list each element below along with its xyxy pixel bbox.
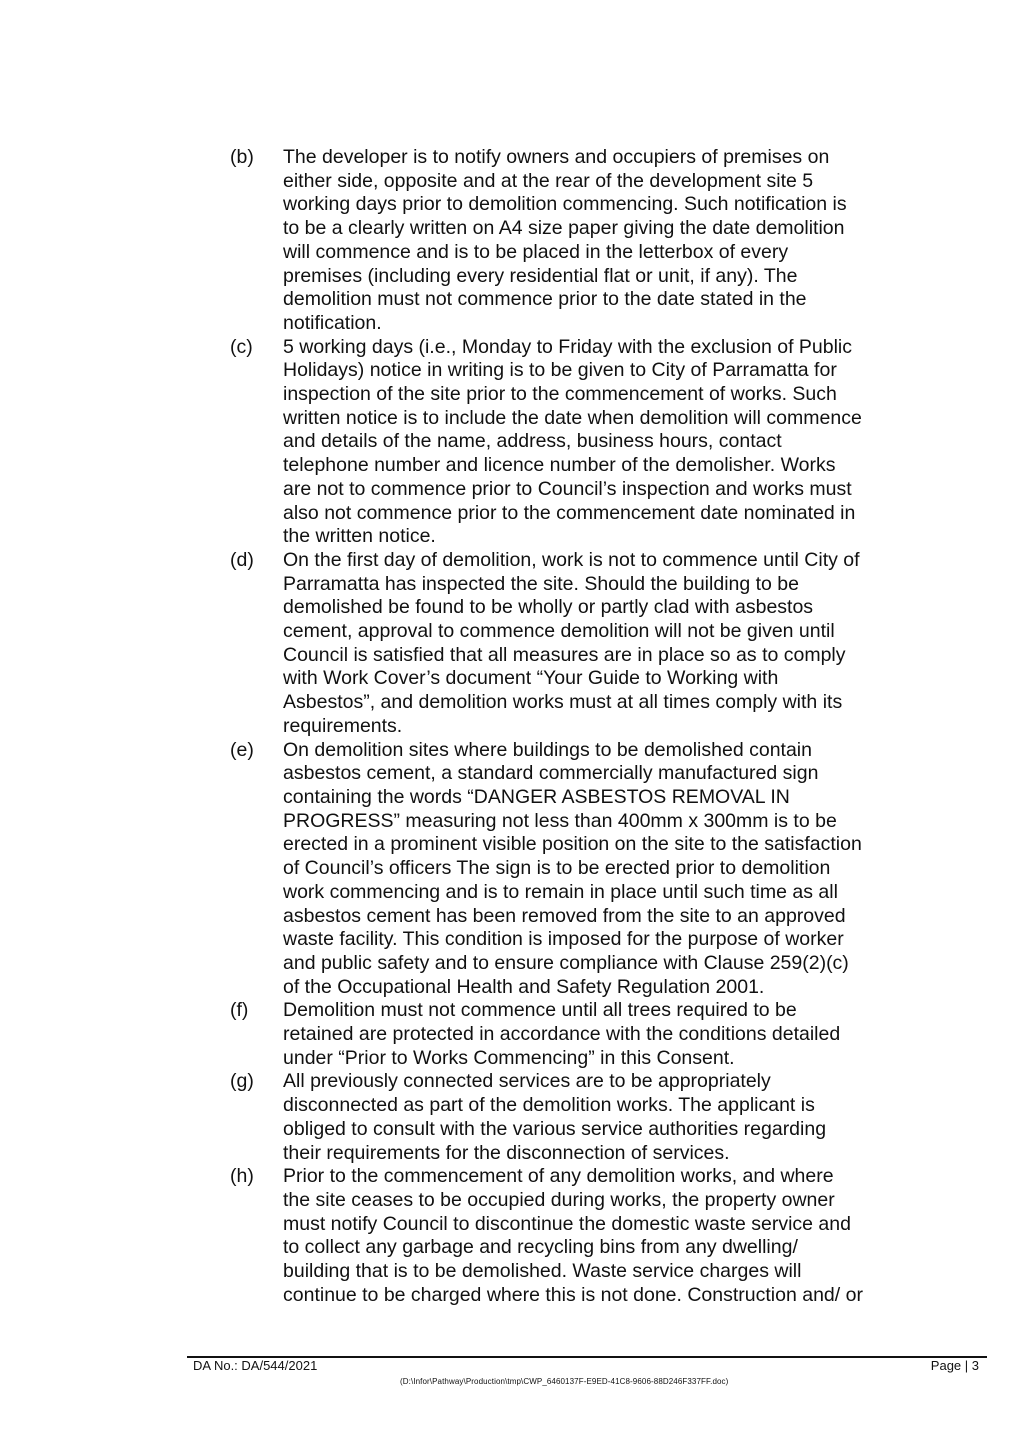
condition-text: Demolition must not commence until all trees required to be retained are protected in accordance with the conditions detailed under “Prior to Works Commencing” in this Consent. [283,999,841,1069]
condition-label: (h) [230,1165,254,1188]
condition-item-d [230,549,910,739]
condition-item-b [230,146,910,336]
condition-item-c [230,336,910,549]
condition-label: (c) [230,335,253,358]
condition-item-h [230,1165,910,1307]
condition-label: (g) [230,1070,254,1093]
condition-label: (b) [230,146,254,168]
footer-file-path: (D:\Infor\Pathway\Production\tmp\CWP_6460137F-E9ED-41C8-9606-88D246F337FF.doc) [400,1377,729,1386]
condition-label: (e) [230,738,254,761]
condition-text: The developer is to notify owners and occupiers of premises on either side, opposite and at the rear of the development site 5 working days prior to demolition commencing. Such notification is to be a clearly written on A4 size paper giving the date demolition will commence and is to be placed in the letterbox of every premises (including every residential flat or unit, if any). The demolition must not commence prior to the date stated in the notification. [283,146,847,334]
condition-text: On demolition sites where buildings to be demolished contain asbestos cement, a standard commercially manufactured sign containing the words “DANGER ASBESTOS REMOVAL IN PROGRESS” measuring not less than 400mm x 300mm is to be erected in a prominent visible position on the site to the satisfaction of Council’s officers The sign is to be erected prior to demolition work commencing and is to remain in place until such time as all asbestos cement has been removed from the site to an approved waste facility. This condition is imposed for the purpose of worker and public safety and to ensure compliance with Clause 259(2)(c) of the Occupational Health and Safety Regulation 2001. [283,738,862,998]
condition-label: (f) [230,999,249,1022]
condition-text: 5 working days (i.e., Monday to Friday with the exclusion of Public Holidays) notice in writing is to be given to City of Parramatta for inspection of the site prior to the commencement of works. Such written notice is to include the date when demolition will commence and details of the name, address, business hours, contact telephone number and licence number of the demolisher. Works are not to commence prior to Council’s inspection and works must also not commence prior to the commencement date nominated in the written notice. [283,335,862,548]
condition-item-f [230,999,910,1070]
footer-page-number: Page | 3 [930,1358,979,1373]
condition-text: Prior to the commencement of any demolition works, and where the site ceases to be occupied during works, the property owner must notify Council to discontinue the domestic waste service and to collect any garbage and recycling bins from any dwelling/ building that is to be demolished. Waste service charges will continue to be charged where this is not done. Construction and/ or [283,1165,863,1306]
condition-text: On the first day of demolition, work is not to commence until City of Parramatta has inspected the site. Should the building to be demolished be found to be wholly or partly clad with asbestos cement, approval to commence demolition will not be given until Council is satisfied that all measures are in place so as to comply with Work Cover’s document “Your Guide to Working with Asbestos”, and demolition works must at all times comply with its requirements. [283,548,860,737]
condition-label: (d) [230,548,254,571]
condition-item-g [230,1070,910,1165]
condition-text: All previously connected services are to be appropriately disconnected as part of the demolition works. The applicant is obliged to consult with the various service authorities regarding their requirements for the disconnection of services. [283,1070,827,1164]
footer-da-number: DA No.: DA/544/2021 [193,1358,318,1373]
condition-item-e [230,739,910,1000]
condition-list [230,146,910,1307]
